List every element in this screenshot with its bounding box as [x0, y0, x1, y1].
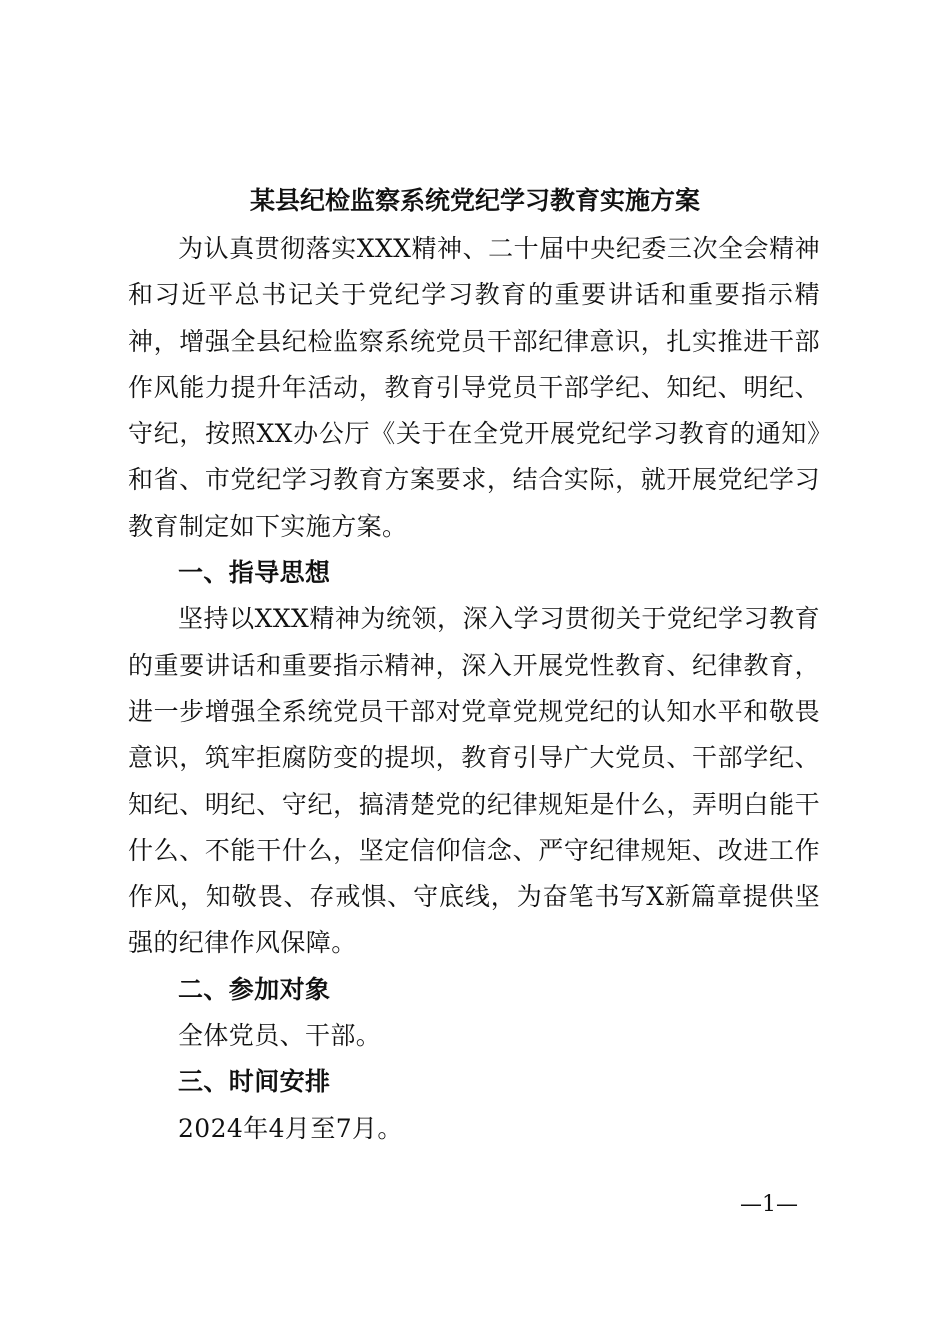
- section-body-schedule: 2024年4月至7月。: [178, 1113, 403, 1143]
- page-number: —1—: [740, 1192, 798, 1217]
- section-body-guiding-ideology: 坚持以XXX精神为统领，深入学习贯彻关于党纪学习教育的重要讲话和重要指示精神，深入开展党性教育、纪律教育，进一步增强全系统党员干部对党章党规党纪的认知水平和敬畏意识，筑牢拒腐防变的提坝，教育引导广大党员、干部学纪、知纪、明纪、守纪，搞清楚党的纪律规矩是什么，弄明白能干什么、不能干什么，坚定信仰信念、严守纪律规矩、改进工作作风，知敬畏、存戒惧、守底线，为奋笔书写X新篇章提供坚强的纪律作风保障。: [128, 604, 820, 958]
- section-heading-guiding-ideology: 一、指导思想: [178, 558, 331, 588]
- document-title: 某县纪检监察系统党纪学习教育实施方案: [249, 186, 700, 215]
- section-heading-participants: 二、参加对象: [178, 974, 331, 1004]
- section-body-participants: 全体党员、干部。: [178, 1021, 382, 1051]
- document-body: [128, 226, 820, 1152]
- section-heading-schedule: 三、时间安排: [178, 1067, 331, 1097]
- intro-paragraph: 为认真贯彻落实XXX精神、二十届中央纪委三次全会精神和习近平总书记关于党纪学习教育的重要讲话和重要指示精神，增强全县纪检监察系统党员干部纪律意识，扎实推进干部作风能力提升年活动，教育引导党员干部学纪、知纪、明纪、守纪，按照XX办公厅《关于在全党开展党纪学习教育的通知》和省、市党纪学习教育方案要求，结合实际，就开展党纪学习教育制定如下实施方案。: [128, 234, 820, 541]
